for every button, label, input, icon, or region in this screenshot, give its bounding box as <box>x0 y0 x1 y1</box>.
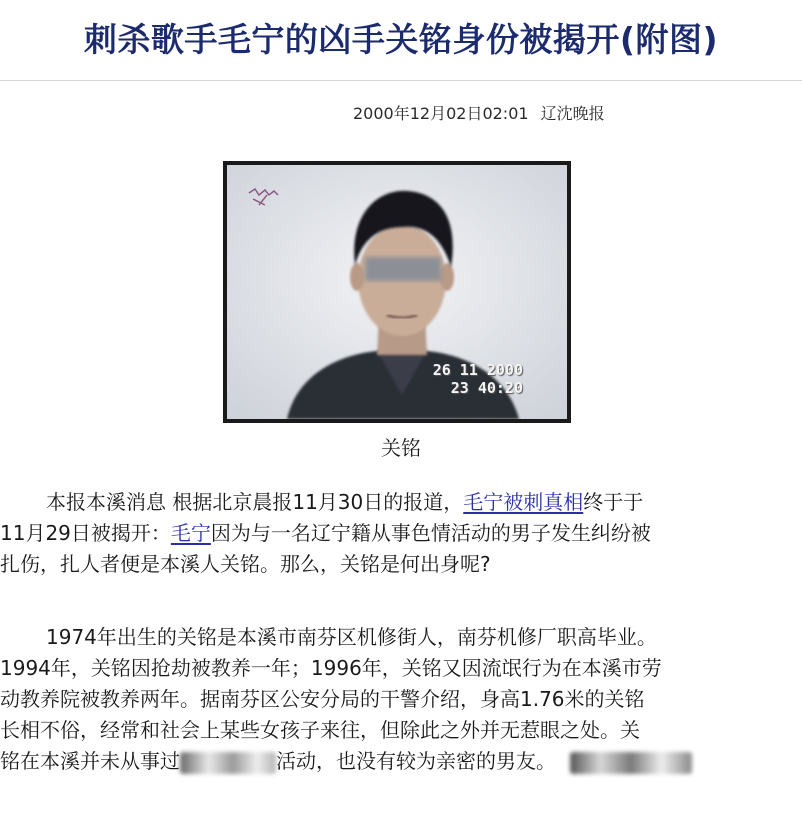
publish-date: 2000年12月02日02:01 <box>353 104 529 123</box>
paragraph-2 <box>0 622 802 777</box>
headline-divider <box>0 80 802 81</box>
link-maoning[interactable]: 毛宁 <box>170 521 211 545</box>
paragraph-1-line-1: 本报本溪消息 根据北京晨报11月30日的报道，毛宁被刺真相终于于 <box>46 490 644 514</box>
camera-time-stamp: 23 40:20 <box>450 379 523 397</box>
link-maoning-stabbing-truth[interactable]: 毛宁被刺真相 <box>463 490 584 514</box>
paragraph-1-line-3: 扎伤，扎人者便是本溪人关铭。那么，关铭是何出身呢? <box>0 552 491 576</box>
paragraph-2-line-1: 1974年出生的关铭是本溪市南芬区机修街人，南芬机修厂职高毕业。 <box>46 625 657 649</box>
article-dateline <box>353 101 605 124</box>
censor-blur-end <box>570 752 692 774</box>
article-headline: 刺杀歌手毛宁的凶手关铭身份被揭开(附图) <box>83 20 719 59</box>
paragraph-2-line-2: 1994年，关铭因抢劫被教养一年；1996年，关铭又因流氓行为在本溪市劳 <box>0 656 662 680</box>
paragraph-2-line-5: 铭在本溪并未从事过 活动，也没有较为亲密的男友。 <box>0 746 802 777</box>
paragraph-1 <box>0 487 802 580</box>
paragraph-2-line-4: 长相不俗，经常和社会上某些女孩子来往，但除此之外并无惹眼之处。关 <box>0 718 640 742</box>
paragraph-1-line-2: 11月29日被揭开：毛宁因为与一名辽宁籍从事色情活动的男子发生纠纷被 <box>0 521 651 545</box>
camera-date-stamp: 26 11 2000 <box>432 361 523 379</box>
censor-blur <box>180 752 276 774</box>
photo-caption: 关铭 <box>381 436 421 460</box>
suspect-photo <box>223 161 571 423</box>
news-source: 辽沈晚报 <box>540 104 605 123</box>
paragraph-2-line-3: 动教养院被教养两年。据南芬区公安分局的干警介绍，身高1.76米的关铭 <box>0 687 645 711</box>
